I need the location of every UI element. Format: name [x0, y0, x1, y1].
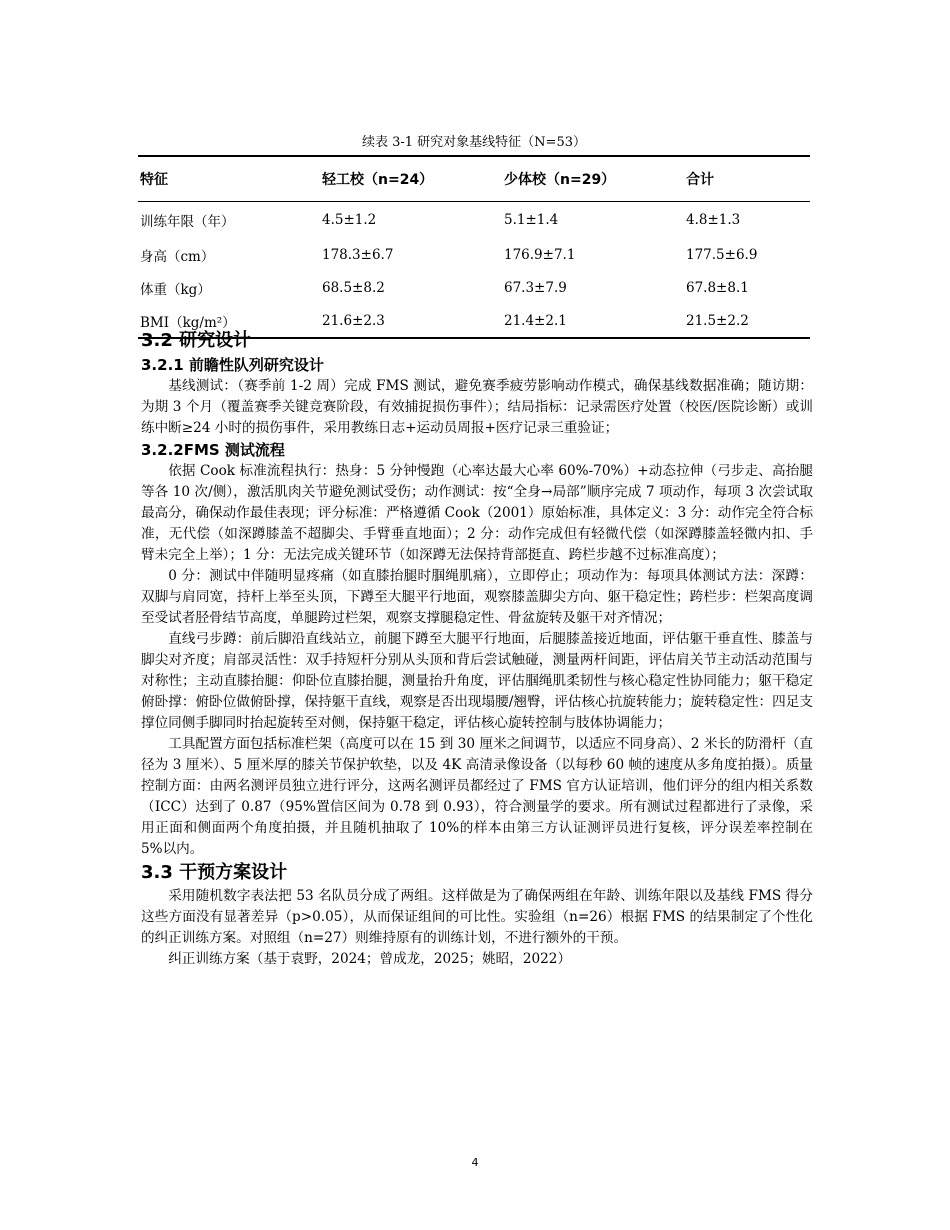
- paragraph: 纠正训练方案（基于袁野，2024；曾成龙，2025；姚昭，2022）: [168, 951, 572, 967]
- cell-value: 177.5±6.9: [686, 246, 758, 263]
- cell-value: 68.5±8.2: [322, 279, 385, 296]
- section-heading-3-2-1: 3.2.1 前瞻性队列研究设计: [141, 356, 324, 374]
- cell-value: 21.6±2.3: [322, 312, 385, 329]
- baseline-table: [138, 155, 810, 339]
- header-light-industry-school: 轻工校（n=24）: [322, 172, 434, 188]
- cell-value: 67.8±8.1: [686, 279, 749, 296]
- cell-value: 67.3±7.9: [504, 279, 567, 296]
- cell-value: 178.3±6.7: [322, 246, 394, 263]
- paragraph: 基线测试：（赛季前 1-2 周）完成 FMS 测试，避免赛季疲劳影响动作模式，确保基线数据准确；随访期：为期 3 个月（覆盖赛季关键竞赛阶段，有效捕捉损伤事件）；结局指标：记录需医疗处置（校医/医院诊断）或训练中断≥24 小时的损伤事件，采用教练日志+运动员周报+医疗记录三重验证；: [141, 378, 813, 436]
- table-header-row: [138, 156, 810, 202]
- cell-value: 21.4±2.1: [504, 312, 567, 329]
- section-heading-3-3: 3.3 干预方案设计: [141, 862, 288, 883]
- cell-feature: BMI（kg/m²）: [140, 314, 236, 331]
- table-row: [138, 271, 810, 304]
- cell-value: 4.5±1.2: [322, 212, 377, 228]
- header-youth-sports-school: 少体校（n=29）: [504, 172, 616, 188]
- table-row: [138, 238, 810, 271]
- paragraph: 工具配置方面包括标准栏架（高度可以在 15 到 30 厘米之间调节，以适应不同身高）、2 米长的防滑杆（直径为 3 厘米）、5 厘米厚的膝关节保护软垫，以及 4K 高清录像设备（以每秒 60 帧的速度从多角度拍摄）。质量控制方面：由两名测评员独立进行评分，这两名测评员都经过了 FMS 官方认证培训，他们评分的组内相关系数（ICC）达到了 0.87（95%置信区间为 0.78 到 0.93），符合测量学的要求。所有测试过程都进行了录像，采用正面和侧面两个角度拍摄，并且随机抽取了 10%的样本由第三方认证测评员进行复核，评分误差率控制在 5%以内。: [141, 736, 813, 857]
- cell-value: 4.8±1.3: [686, 212, 741, 228]
- paragraph: 采用随机数字表法把 53 名队员分成了两组。这样做是为了确保两组在年龄、训练年限以及基线 FMS 得分这些方面没有显著差异（p>0.05），从而保证组间的可比性。实验组（n=26）根据 FMS 的结果制定了个性化的纠正训练方案。对照组（n=27）则维持原有的训练计划，不进行额外的干预。: [141, 888, 813, 946]
- cell-feature: 训练年限（年）: [140, 214, 235, 230]
- section-heading-3-2: 3.2 研究设计: [141, 330, 252, 351]
- page-number: 4: [471, 1156, 479, 1169]
- cell-value: 5.1±1.4: [504, 212, 559, 228]
- paragraph: 0 分：测试中伴随明显疼痛（如直膝抬腿时腘绳肌痛），立即停止；项动作为：每项具体测试方法：深蹲：双脚与肩同宽，持杆上举至头顶，下蹲至大腿平行地面，观察膝盖脚尖方向、躯干稳定性；跨栏步：栏架高度调至受试者胫骨结节高度，单腿跨过栏架，观察支撑腿稳定性、骨盆旋转及躯干对齐情况；: [141, 568, 813, 626]
- table-caption: 续表 3-1 研究对象基线特征（N=53）: [361, 135, 586, 150]
- header-feature: 特征: [140, 172, 168, 188]
- paragraph: 依据 Cook 标准流程执行：热身：5 分钟慢跑（心率达最大心率 60%-70%）+动态拉伸（弓步走、高抬腿等各 10 次/侧），激活肌肉关节避免测试受伤；动作测试：按“全身→局部”顺序完成 7 项动作，每项 3 次尝试取最高分，确保动作最佳表现；评分标准：严格遵循 Cook（2001）原始标准，具体定义：3 分：动作完全符合标准，无代偿（如深蹲膝盖不超脚尖、手臂垂直地面）；2 分：动作完成但有轻微代偿（如深蹲膝盖轻微内扣、手臂未完全上举）；1 分：无法完成关键环节（如深蹲无法保持背部挺直、跨栏步越不过标准高度）；: [141, 463, 813, 563]
- body-content: [141, 328, 813, 970]
- cell-feature: 身高（cm）: [140, 248, 215, 265]
- cell-feature: 体重（kg）: [140, 281, 211, 298]
- header-total: 合计: [686, 172, 714, 188]
- paragraph: 直线弓步蹲：前后脚沿直线站立，前腿下蹲至大腿平行地面，后腿膝盖接近地面，评估躯干垂直性、膝盖与脚尖对齐度；肩部灵活性：双手持短杆分别从头顶和背后尝试触碰，测量两杆间距，评估肩关节主动活动范围与对称性；主动直膝抬腿：仰卧位直膝抬腿，测量抬升角度，评估腘绳肌柔韧性与核心稳定性协同能力；躯干稳定俯卧撑：俯卧位做俯卧撑，保持躯干直线，观察是否出现塌腰/翘臀，评估核心抗旋转能力；旋转稳定性：四足支撑位同侧手脚同时抬起旋转至对侧，保持躯干稳定，评估核心旋转控制与肢体协调能力；: [141, 631, 813, 731]
- section-heading-3-2-2: 3.2.2FMS 测试流程: [141, 441, 285, 459]
- cell-value: 21.5±2.2: [686, 312, 749, 329]
- table-row: [138, 202, 810, 239]
- cell-value: 176.9±7.1: [504, 246, 576, 263]
